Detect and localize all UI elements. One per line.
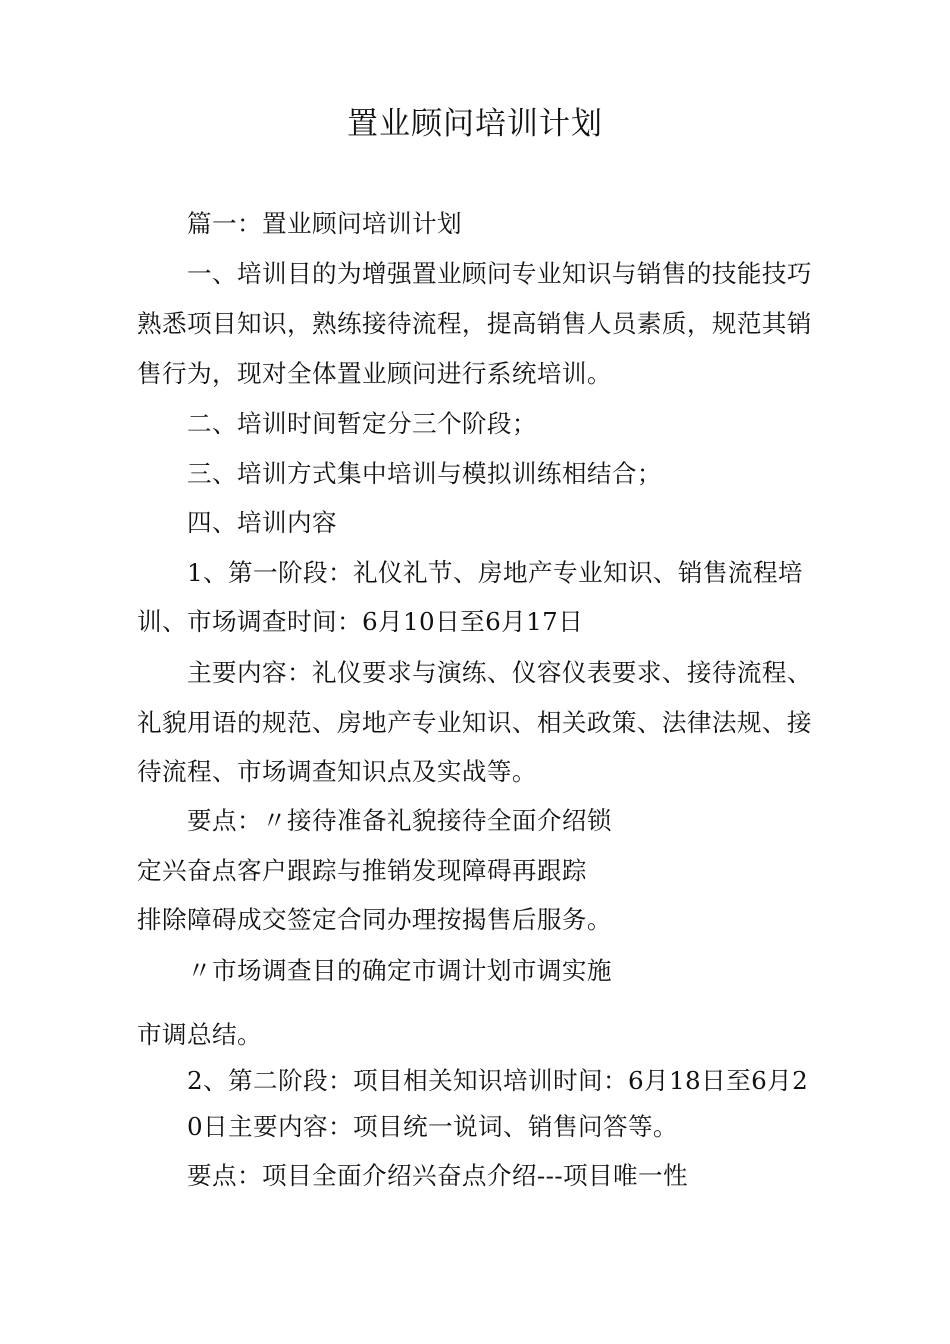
paragraph-line: 市调总结。 (137, 1020, 262, 1049)
paragraph-line: 训、市场调查时间：6月10日至6月17日 (137, 607, 584, 636)
paragraph-line: 篇一：置业顾问培训计划 (187, 209, 462, 238)
paragraph-line: 排除障碍成交签定合同办理按揭售后服务。 (137, 905, 612, 934)
paragraph-line: 〃市场调查目的确定市调计划市调实施 (187, 956, 612, 985)
paragraph-line: 要点：项目全面介绍兴奋点介绍---项目唯一性 (187, 1161, 689, 1190)
paragraph-line: 定兴奋点客户跟踪与推销发现障碍再跟踪 (137, 856, 587, 885)
paragraph-line: 礼貌用语的规范、房地产专业知识、相关政策、法律法规、接 (137, 708, 812, 737)
paragraph-line: 待流程、市场调查知识点及实战等。 (137, 757, 537, 786)
paragraph-line: 熟悉项目知识，熟练接待流程，提高销售人员素质，规范其销 (137, 309, 812, 338)
paragraph-line: 三、培训方式集中培训与模拟训练相结合； (187, 459, 662, 488)
paragraph-line: 售行为，现对全体置业顾问进行系统培训。 (137, 359, 612, 388)
paragraph-line: 要点：〃接待准备礼貌接待全面介绍锁 (187, 806, 612, 835)
paragraph-line: 1、第一阶段：礼仪礼节、房地产专业知识、销售流程培 (187, 558, 803, 587)
paragraph-line: 二、培训时间暂定分三个阶段； (187, 409, 537, 438)
paragraph-line: 四、培训内容 (187, 508, 337, 537)
paragraph-line: 主要内容：礼仪要求与演练、仪容仪表要求、接待流程、 (187, 658, 812, 687)
document-title: 置业顾问培训计划 (347, 106, 603, 142)
paragraph-line: 0日主要内容：项目统一说词、销售问答等。 (187, 1112, 678, 1141)
paragraph-line: 2、第二阶段：项目相关知识培训时间：6月18日至6月2 (187, 1066, 809, 1095)
paragraph-line: 一、培训目的为增强置业顾问专业知识与销售的技能技巧 (187, 259, 812, 288)
